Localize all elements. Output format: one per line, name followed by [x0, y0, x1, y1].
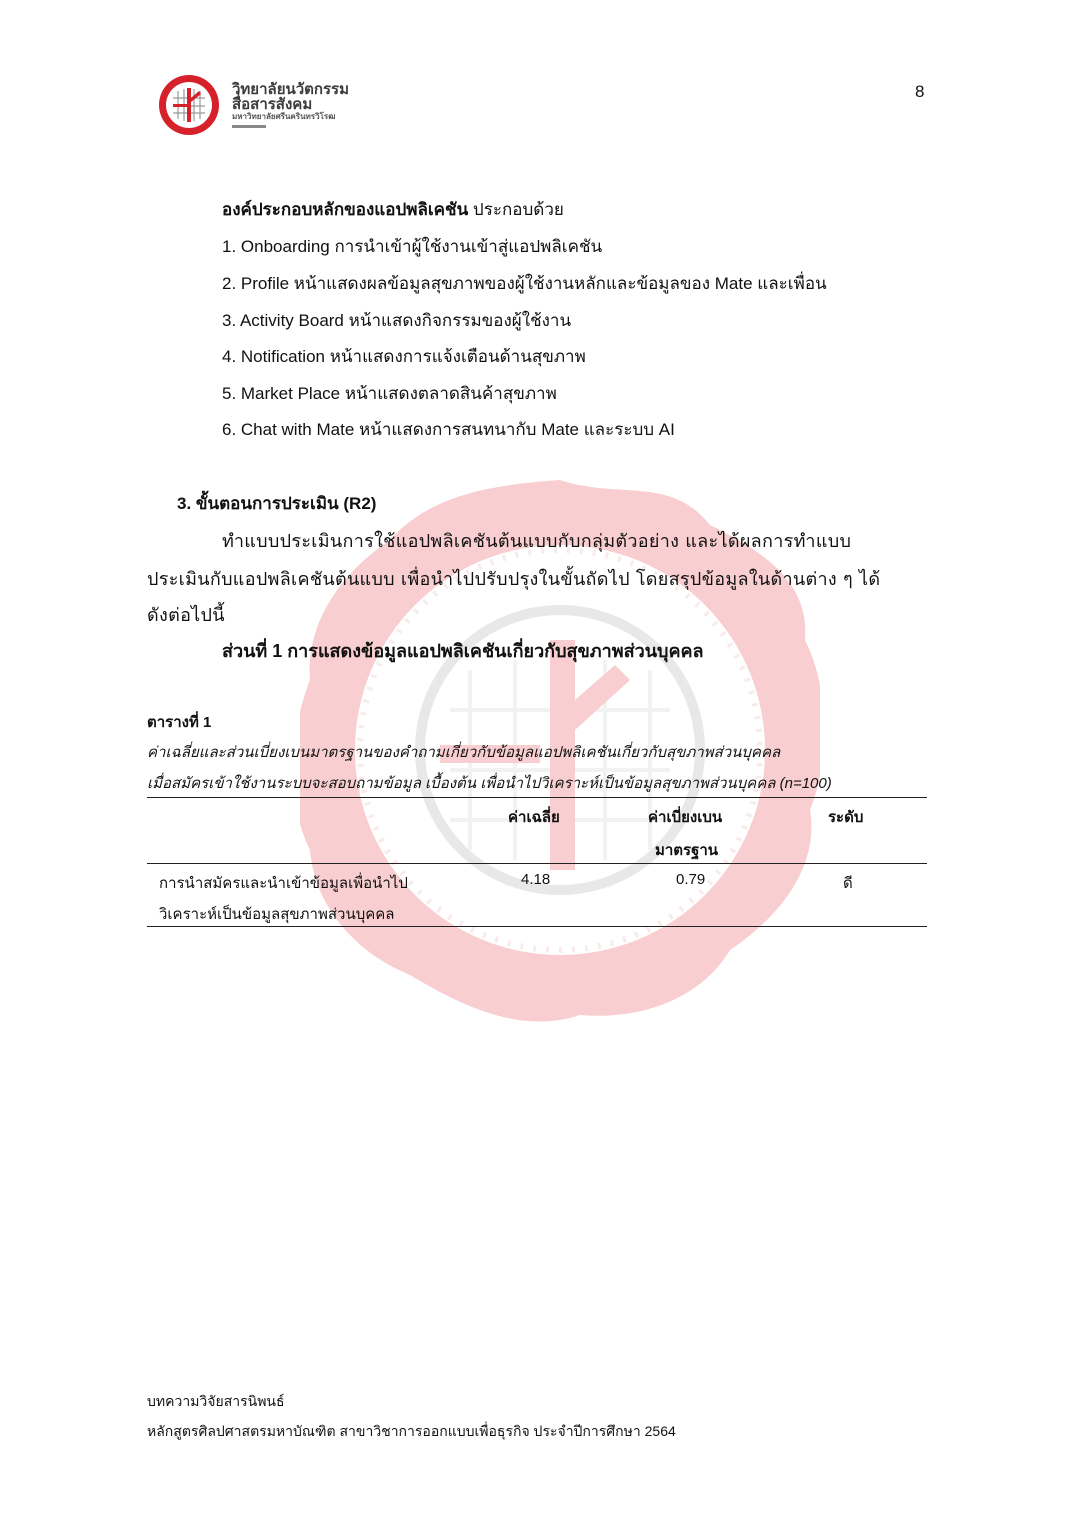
section-title: 3. ขั้นตอนการประเมิน (R2) — [177, 494, 377, 513]
column-header-level: ระดับ — [828, 809, 864, 826]
list-item: 2. Profile หน้าแสดงผลข้อมูลสุขภาพของผู้ใช้งานหลักและข้อมูลของ Mate และเพื่อน — [222, 274, 827, 293]
table-label: ตารางที่ 1 — [147, 714, 212, 731]
row-sd: 0.79 — [676, 871, 706, 888]
row-mean: 4.18 — [521, 871, 551, 888]
table-caption-line: เมื่อสมัครเข้าใช้งานระบบจะสอบถามข้อมูล เบื้องต้น เพื่อนำไปวิเคราะห์เป็นข้อมูลสุขภาพส่วนบุคคล (n=100) — [147, 775, 832, 792]
row-item-line2: วิเคราะห์เป็นข้อมูลสุขภาพส่วนบุคคล — [159, 906, 395, 923]
paragraph-line: ดังต่อไปนี้ — [147, 605, 225, 626]
row-level: ดี — [843, 875, 853, 892]
table-caption-line: ค่าเฉลี่ยและส่วนเบี่ยงเบนมาตรฐานของคำถามเกี่ยวกับข้อมูลแอปพลิเคชันเกี่ยวกับสุขภาพส่วนบุคคล — [147, 744, 781, 761]
column-header-sd-line2: มาตรฐาน — [655, 842, 719, 859]
table-top-rule — [147, 797, 927, 798]
list-item: 3. Activity Board หน้าแสดงกิจกรรมของผู้ใช้งาน — [222, 311, 572, 330]
list-item: 4. Notification หน้าแสดงการแจ้งเตือนด้านสุขภาพ — [222, 347, 586, 366]
footer-line-2: หลักสูตรศิลปศาสตรมหาบัณฑิต สาขาวิชาการออกแบบเพื่อธุรกิจ ประจำปีการศึกษา 2564 — [147, 1423, 676, 1439]
components-heading-bold: องค์ประกอบหลักของแอปพลิเคชัน — [222, 200, 469, 219]
college-logo — [158, 74, 349, 136]
footer-line-1: บทความวิจัยสารนิพนธ์ — [147, 1393, 285, 1409]
table-bottom-rule — [147, 926, 927, 927]
column-header-sd: ค่าเบี่ยงเบน — [648, 809, 723, 826]
table-header-rule — [147, 863, 927, 864]
college-seal-icon — [158, 74, 220, 136]
paragraph-line: ทำแบบประเมินการใช้แอปพลิเคชันต้นแบบกับกลุ่มตัวอย่าง และได้ผลการทำแบบ — [222, 531, 852, 552]
components-heading — [222, 196, 564, 223]
part-title: ส่วนที่ 1 การแสดงข้อมูลแอปพลิเคชันเกี่ยวกับสุขภาพส่วนบุคคล — [222, 641, 704, 661]
components-heading-rest: ประกอบด้วย — [468, 200, 564, 219]
logo-line-1: วิทยาลัยนวัตกรรม — [232, 80, 350, 98]
list-item: 1. Onboarding การนำเข้าผู้ใช้งานเข้าสู่แอปพลิเคชัน — [222, 237, 603, 256]
page-number: 8 — [915, 82, 925, 101]
row-item-line1: การนำสมัครและนำเข้าข้อมูลเพื่อนำไป — [159, 875, 408, 892]
column-header-mean: ค่าเฉลี่ย — [508, 809, 560, 826]
list-item: 6. Chat with Mate หน้าแสดงการสนทนากับ Mate และระบบ AI — [222, 420, 675, 439]
paragraph-line: ประเมินกับแอปพลิเคชันต้นแบบ เพื่อนำไปปรับปรุงในขั้นถัดไป โดยสรุปข้อมูลในด้านต่าง ๆ ได้ — [147, 569, 881, 590]
logo-divider — [232, 125, 266, 128]
list-item: 5. Market Place หน้าแสดงตลาดสินค้าสุขภาพ — [222, 384, 557, 403]
logo-line-2: สื่อสารสังคม — [232, 96, 313, 114]
logo-line-3: มหาวิทยาลัยศรีนครินทรวิโรฒ — [232, 112, 336, 122]
